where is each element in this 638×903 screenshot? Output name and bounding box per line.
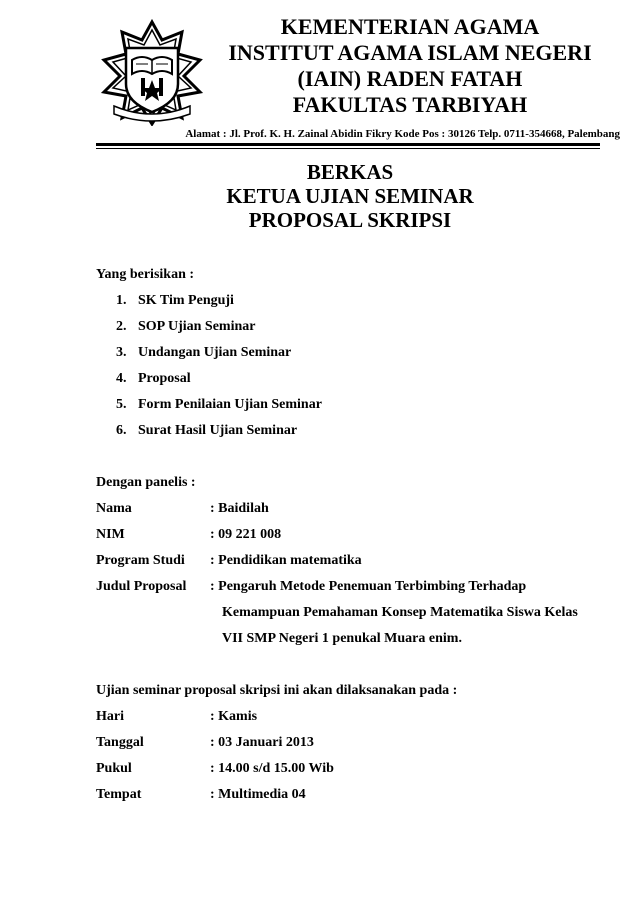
- spacer: [96, 444, 616, 470]
- ministry-line: KEMENTERIAN AGAMA: [280, 14, 540, 39]
- list-number: 4.: [116, 371, 127, 386]
- field-value: : 09 221 008: [210, 527, 282, 542]
- spacer: [96, 652, 616, 678]
- contents-intro: Yang berisikan :: [96, 267, 195, 282]
- list-text: SK Tim Penguji: [138, 293, 234, 308]
- list-item: [96, 340, 616, 366]
- list-item: [96, 314, 616, 340]
- header-divider-thick: [96, 143, 600, 146]
- list-text: Proposal: [138, 371, 191, 386]
- field-row-judul-proposal: [96, 574, 616, 600]
- field-row-pukul: [96, 756, 616, 782]
- institution-name: [200, 14, 620, 118]
- panelist-intro: Dengan panelis :: [96, 475, 196, 490]
- field-label: Judul Proposal: [96, 579, 187, 594]
- list-number: 1.: [116, 293, 127, 308]
- field-value: : Pendidikan matematika: [210, 553, 362, 568]
- field-label: Program Studi: [96, 553, 185, 568]
- field-row-nama: [96, 496, 616, 522]
- list-item: [96, 288, 616, 314]
- list-item: [96, 366, 616, 392]
- field-row-tanggal: [96, 730, 616, 756]
- field-row-program-studi: [96, 548, 616, 574]
- field-value: : 03 Januari 2013: [210, 735, 314, 750]
- field-label: NIM: [96, 527, 125, 542]
- field-value: : Baidilah: [210, 501, 269, 516]
- list-text: Form Penilaian Ujian Seminar: [138, 397, 322, 412]
- field-label: Tanggal: [96, 735, 144, 750]
- field-row-tempat: [96, 782, 616, 808]
- list-text: SOP Ujian Seminar: [138, 319, 256, 334]
- faculty-line: FAKULTAS TARBIYAH: [292, 92, 528, 117]
- list-item: [96, 418, 616, 444]
- field-row-hari: [96, 704, 616, 730]
- proposal-title-continued: VII SMP Negeri 1 penukal Muara enim.: [222, 631, 462, 646]
- field-label: Pukul: [96, 761, 132, 776]
- field-label: Tempat: [96, 787, 142, 802]
- list-text: Surat Hasil Ujian Seminar: [138, 423, 298, 438]
- list-number: 5.: [116, 397, 127, 412]
- header-divider-thin: [96, 148, 600, 149]
- address-line: Alamat : Jl. Prof. K. H. Zainal Abidin Fikry Kode Pos : 30126 Telp. 0711-354668, Palembang: [185, 128, 620, 140]
- list-number: 6.: [116, 423, 127, 438]
- campus-line: (IAIN) RADEN FATAH: [297, 66, 523, 91]
- document-title: [60, 160, 638, 232]
- document-body: [96, 262, 616, 808]
- title-line-1: BERKAS: [306, 160, 394, 184]
- field-label: Nama: [96, 501, 132, 516]
- field-row-nim: [96, 522, 616, 548]
- iain-emblem-icon: [96, 18, 208, 126]
- proposal-title-continued: Kemampuan Pemahaman Konsep Matematika Siswa Kelas: [222, 605, 578, 620]
- field-value: : Pengaruh Metode Penemuan Terbimbing Terhadap: [210, 579, 527, 594]
- title-line-3: PROPOSAL SKRIPSI: [248, 208, 452, 232]
- list-number: 3.: [116, 345, 127, 360]
- institute-line: INSTITUT AGAMA ISLAM NEGERI: [228, 40, 592, 65]
- field-value: : 14.00 s/d 15.00 Wib: [210, 761, 334, 776]
- list-number: 2.: [116, 319, 127, 334]
- title-line-2: KETUA UJIAN SEMINAR: [226, 184, 474, 208]
- list-text: Undangan Ujian Seminar: [138, 345, 292, 360]
- field-value: : Kamis: [210, 709, 258, 724]
- schedule-intro: Ujian seminar proposal skripsi ini akan dilaksanakan pada :: [96, 683, 458, 698]
- letterhead: [0, 0, 638, 150]
- field-label: Hari: [96, 709, 124, 724]
- field-value: : Multimedia 04: [210, 787, 306, 802]
- list-item: [96, 392, 616, 418]
